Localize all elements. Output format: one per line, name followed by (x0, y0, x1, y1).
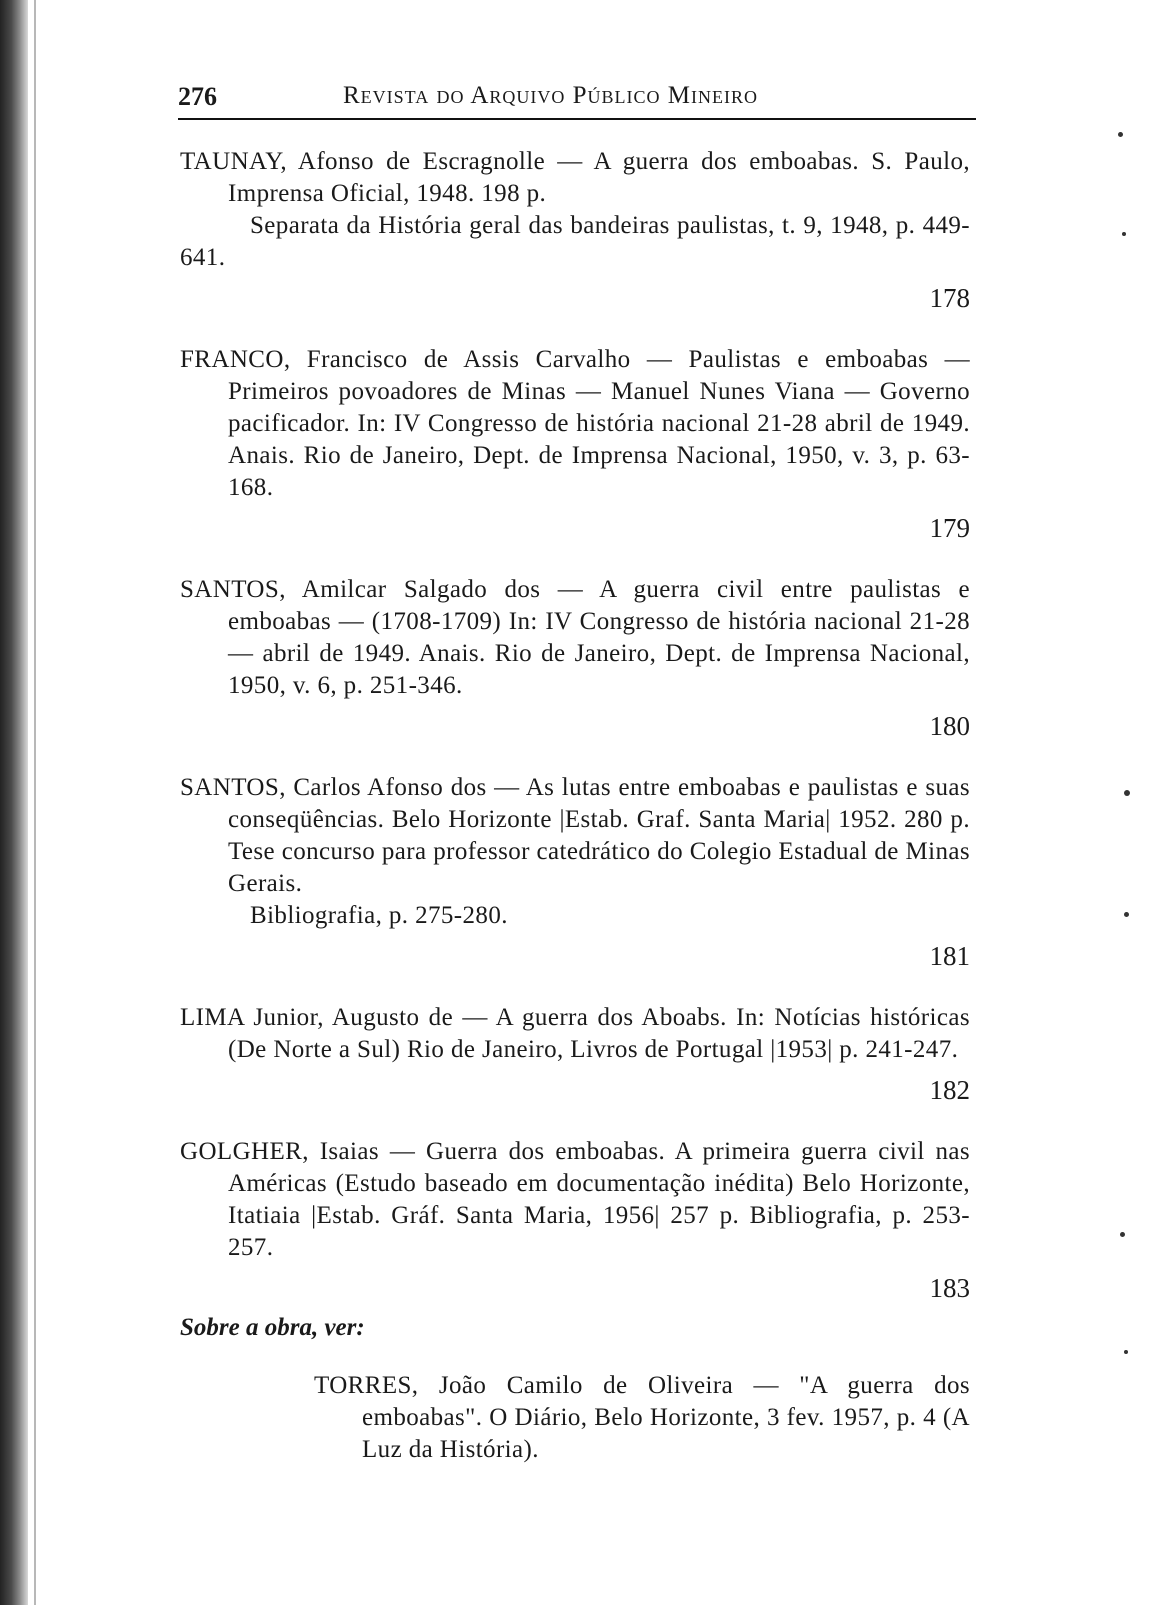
see-also-reference: TORRES, João Camilo de Oliveira — "A guerra dos emboabas". O Diário, Belo Horizonte, 3 fev. 1957, p. 4 (A Luz da História). (314, 1372, 970, 1463)
bibliography-entry-178 (180, 146, 970, 314)
scan-speck (1124, 912, 1129, 917)
scan-speck (1124, 790, 1130, 796)
entry-number: 182 (929, 1075, 970, 1105)
entry-citation: GOLGHER, Isaias — Guerra dos emboabas. A primeira guerra civil nas Américas (Estudo baseado em documentação inédita) Belo Horizonte, Itatiaia |Estab. Gráf. Santa Maria, 1956| 257 p. Bibliografia, p. 253-257. (180, 1138, 970, 1261)
entry-citation: TAUNAY, Afonso de Escragnolle — A guerra dos emboabas. S. Paulo, Imprensa Oficial, 1948. 198 p. (180, 148, 970, 207)
entry-number: 183 (929, 1273, 970, 1303)
entry-citation: LIMA Junior, Augusto de — A guerra dos Aboabs. In: Notícias históricas (De Norte a Sul) Rio de Janeiro, Livros de Portugal |1953| p. 241-247. (180, 1004, 970, 1063)
entry-note: Separata da História geral das bandeiras paulistas, t. 9, 1948, p. 449-641. (180, 212, 970, 271)
scan-speck (1122, 232, 1126, 236)
journal-title: Revista do Arquivo Público Mineiro (343, 82, 759, 109)
entry-number: 181 (929, 941, 970, 971)
entry-number: 180 (929, 711, 970, 741)
bibliography-entry-183 (180, 1136, 970, 1304)
scan-speck (1118, 132, 1123, 137)
scan-speck (1120, 1232, 1125, 1237)
bibliography-entry-182 (180, 1002, 970, 1106)
bibliography-entry-180 (180, 574, 970, 742)
bibliography-entry-179 (180, 344, 970, 544)
see-also-label: Sobre a obra, ver: (180, 1314, 365, 1341)
entry-citation: SANTOS, Carlos Afonso dos — As lutas entre emboabas e paulistas e suas conseqüências. Belo Horizonte |Estab. Graf. Santa Maria| 1952. 280 p. Tese concurso para professor catedrático do Colegio Estadual de Minas Gerais. (180, 774, 970, 897)
scan-speck (1124, 1350, 1128, 1354)
bibliography-list (180, 146, 970, 1466)
page-fold-line (34, 0, 36, 1605)
entry-note: Bibliografia, p. 275-280. (250, 902, 508, 929)
page-binding-edge (0, 0, 28, 1605)
entry-citation: SANTOS, Amilcar Salgado dos — A guerra civil entre paulistas e emboabas — (1708-1709) In: IV Congresso de história nacional 21-28 — abril de 1949. Anais. Rio de Janeiro, Dept. de Imprensa Nacional, 1950, v. 6, p. 251-346. (180, 576, 970, 699)
page-header (178, 78, 976, 120)
bibliography-entry-181 (180, 772, 970, 972)
entry-number: 179 (929, 513, 970, 543)
entry-number: 178 (929, 283, 970, 313)
entry-citation: FRANCO, Francisco de Assis Carvalho — Paulistas e emboabas — Primeiros povoadores de Minas — Manuel Nunes Viana — Governo pacificador. In: IV Congresso de história nacional 21-28 abril de 1949. Anais. Rio de Janeiro, Dept. de Imprensa Nacional, 1950, v. 3, p. 63-168. (180, 346, 970, 501)
page-number: 276 (178, 82, 217, 111)
